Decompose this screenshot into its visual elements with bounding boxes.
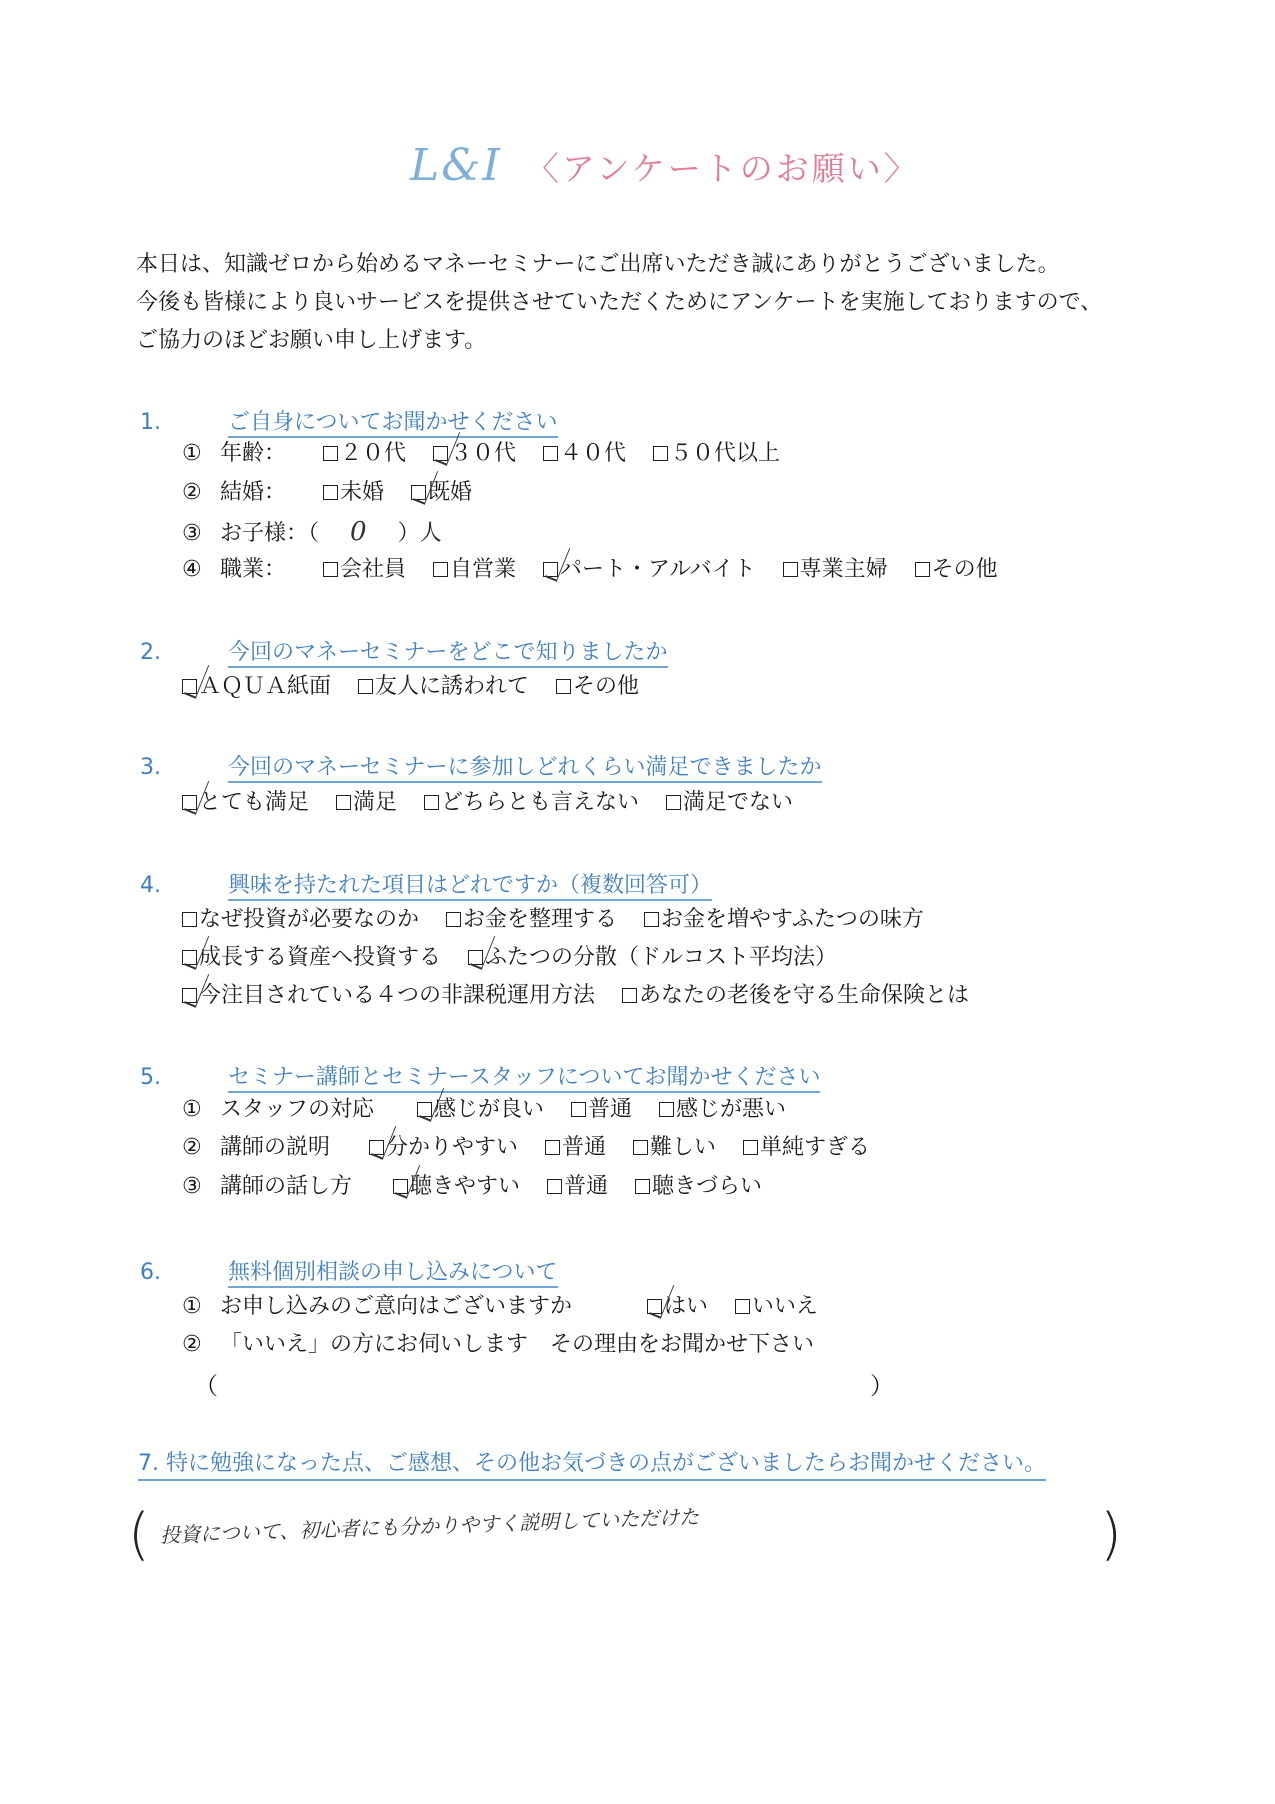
checkbox[interactable] xyxy=(644,912,659,927)
option-50s-plus[interactable]: ５０代以上 xyxy=(653,437,780,471)
checkbox[interactable] xyxy=(336,795,351,810)
item-label: 講師の説明 xyxy=(220,1135,331,1160)
option-friend[interactable]: 友人に誘われて xyxy=(358,670,529,704)
checkbox[interactable] xyxy=(556,679,571,694)
checkbox[interactable] xyxy=(735,1299,750,1314)
option-grow-money[interactable]: お金を増やすふたつの味方 xyxy=(644,903,924,937)
title-text: 〈アンケートのお願い〉 xyxy=(525,149,920,188)
checkbox-checked[interactable] xyxy=(393,1179,408,1194)
q1-children-row xyxy=(182,515,442,549)
question-number: 6. xyxy=(140,1260,161,1285)
option-not-satisfied[interactable]: 満足でない xyxy=(666,786,793,820)
question-number: 4. xyxy=(140,873,161,898)
option-other[interactable]: その他 xyxy=(915,553,998,587)
question-title: 特に勉強になった点、ご感想、その他お気づきの点がございましたらお聞かせください。 xyxy=(166,1451,1047,1476)
children-unit: ）人 xyxy=(397,521,442,546)
q5-speech-row xyxy=(182,1170,782,1204)
question-number: 7. xyxy=(138,1451,159,1476)
item-label: 年齢： xyxy=(220,441,287,466)
question-number: 1. xyxy=(140,410,161,435)
brand-logo: L&I xyxy=(410,140,502,191)
option-diversification[interactable]: ふたつの分散（ドルコスト平均法） xyxy=(468,941,837,975)
checkbox-checked[interactable] xyxy=(182,950,197,965)
option-easy-to-hear[interactable]: 聴きやすい xyxy=(393,1170,520,1204)
question-title: セミナー講師とセミナースタッフについてお聞かせください xyxy=(228,1065,820,1093)
option-normal[interactable]: 普通 xyxy=(545,1131,606,1165)
option-part-time[interactable]: パート・アルバイト xyxy=(543,553,756,587)
intro-line: ご協力のほどお願い申し上げます。 xyxy=(136,328,487,353)
item-number: ③ xyxy=(182,1174,202,1199)
checkbox-checked[interactable] xyxy=(182,679,197,694)
page-title xyxy=(410,140,920,191)
comment-close-paren: ) xyxy=(1100,1502,1122,1567)
q3-options-row xyxy=(182,786,813,820)
item-number: ② xyxy=(182,480,202,505)
q6-intent-row xyxy=(182,1290,838,1324)
item-number: ③ xyxy=(182,521,202,546)
option-easy[interactable]: 分かりやすい xyxy=(369,1131,518,1165)
option-tax-free[interactable]: 今注目されている４つの非課税運用方法 xyxy=(182,979,595,1013)
question-title: 興味を持たれた項目はどれですか（複数回答可） xyxy=(228,873,712,901)
option-very-satisfied[interactable]: とても満足 xyxy=(182,786,309,820)
option-aqua-paper[interactable]: ＡＱＵＡ紙面 xyxy=(182,670,331,704)
option-other[interactable]: その他 xyxy=(556,670,639,704)
checkbox[interactable] xyxy=(547,1179,562,1194)
item-number: ① xyxy=(182,441,202,466)
option-good[interactable]: 感じが良い xyxy=(417,1093,544,1127)
checkbox[interactable] xyxy=(358,679,373,694)
checkbox-checked[interactable] xyxy=(543,562,558,577)
q4-row-3 xyxy=(182,979,989,1013)
option-too-simple[interactable]: 単純すぎる xyxy=(743,1131,870,1165)
question-number: 5. xyxy=(140,1065,161,1090)
option-20s[interactable]: ２０代 xyxy=(323,437,406,471)
option-bad[interactable]: 感じが悪い xyxy=(659,1093,786,1127)
item-label: お申し込みのご意向はございますか xyxy=(220,1294,573,1319)
q2-options-row xyxy=(182,670,659,704)
option-life-insurance[interactable]: あなたの老後を守る生命保険とは xyxy=(622,979,969,1013)
checkbox[interactable] xyxy=(182,912,197,927)
question-number: 3. xyxy=(140,755,161,780)
checkbox-checked[interactable] xyxy=(182,795,197,810)
question-number: 2. xyxy=(140,640,161,665)
checkbox-checked[interactable] xyxy=(417,1102,432,1117)
checkbox[interactable] xyxy=(433,562,448,577)
checkbox[interactable] xyxy=(915,562,930,577)
checkbox[interactable] xyxy=(659,1102,674,1117)
intro-line: 今後も皆様により良いサービスを提供させていただくためにアンケートを実施しておりますので、 xyxy=(136,290,1103,315)
checkbox[interactable] xyxy=(743,1140,758,1155)
option-hard-to-hear[interactable]: 聴きづらい xyxy=(635,1170,762,1204)
item-number: ② xyxy=(182,1332,202,1357)
q4-row-1 xyxy=(182,903,944,937)
option-married[interactable]: 既婚 xyxy=(411,476,472,510)
checkbox-checked[interactable] xyxy=(433,446,448,461)
checkbox[interactable] xyxy=(323,446,338,461)
question-5-heading xyxy=(140,1060,820,1091)
checkbox[interactable] xyxy=(446,912,461,927)
reason-close-paren: ） xyxy=(870,1372,894,1400)
checkbox[interactable] xyxy=(571,1102,586,1117)
option-no[interactable]: いいえ xyxy=(735,1290,818,1324)
item-number: ① xyxy=(182,1097,202,1122)
option-30s[interactable]: ３０代 xyxy=(433,437,516,471)
item-number: ① xyxy=(182,1294,202,1319)
option-40s[interactable]: ４０代 xyxy=(543,437,626,471)
item-label: 講師の話し方 xyxy=(220,1174,353,1199)
option-difficult[interactable]: 難しい xyxy=(633,1131,716,1165)
question-1-heading xyxy=(140,405,558,436)
option-homemaker[interactable]: 専業主婦 xyxy=(783,553,888,587)
checkbox[interactable] xyxy=(783,562,798,577)
checkbox[interactable] xyxy=(635,1179,650,1194)
option-neutral[interactable]: どちらとも言えない xyxy=(424,786,639,820)
option-normal[interactable]: 普通 xyxy=(571,1093,632,1127)
checkbox-checked[interactable] xyxy=(182,988,197,1003)
option-normal[interactable]: 普通 xyxy=(547,1170,608,1204)
item-number: ② xyxy=(182,1135,202,1160)
option-single[interactable]: 未婚 xyxy=(323,476,384,510)
comment-answer[interactable]: 投資について、初心者にも分かりやすく説明していただけた xyxy=(159,1504,700,1548)
children-count-answer[interactable]: 0 xyxy=(350,517,367,547)
option-why-invest[interactable]: なぜ投資が必要なのか xyxy=(182,903,419,937)
q4-row-2 xyxy=(182,941,857,975)
option-employee[interactable]: 会社員 xyxy=(323,553,406,587)
item-label: スタッフの対応 xyxy=(220,1097,375,1122)
checkbox[interactable] xyxy=(633,1140,648,1155)
question-title: 今回のマネーセミナーをどこで知りましたか xyxy=(228,640,668,668)
item-label: 結婚： xyxy=(220,480,287,505)
checkbox-checked[interactable] xyxy=(411,485,426,500)
q5-explain-row xyxy=(182,1131,890,1165)
item-label: 職業： xyxy=(220,557,287,582)
checkbox-checked[interactable] xyxy=(468,950,483,965)
q6-reason-row xyxy=(182,1328,814,1362)
question-6-heading xyxy=(140,1255,558,1286)
checkbox[interactable] xyxy=(323,562,338,577)
reason-open-paren: （ xyxy=(194,1372,218,1400)
checkbox[interactable] xyxy=(622,988,637,1003)
checkbox-checked[interactable] xyxy=(369,1140,384,1155)
question-title: 今回のマネーセミナーに参加しどれくらい満足できましたか xyxy=(228,755,822,783)
question-title: ご自身についてお聞かせください xyxy=(228,410,558,438)
checkbox[interactable] xyxy=(666,795,681,810)
question-7-heading xyxy=(138,1446,1046,1477)
checkbox[interactable] xyxy=(424,795,439,810)
item-label: お子様：（ xyxy=(220,521,320,546)
item-label: 「いいえ」の方にお伺いします その理由をお聞かせ下さい xyxy=(220,1332,815,1357)
checkbox[interactable] xyxy=(323,485,338,500)
question-title: 無料個別相談の申し込みについて xyxy=(228,1260,558,1288)
comment-open-paren: ( xyxy=(128,1502,150,1567)
option-growth-assets[interactable]: 成長する資産へ投資する xyxy=(182,941,441,975)
question-3-heading xyxy=(140,750,822,781)
checkbox-checked[interactable] xyxy=(647,1299,662,1314)
intro-text xyxy=(136,246,1216,360)
question-2-heading xyxy=(140,635,668,666)
intro-line: 本日は、知識ゼロから始めるマネーセミナーにご出席いただき誠にありがとうございました。 xyxy=(136,252,1060,277)
option-organize-money[interactable]: お金を整理する xyxy=(446,903,617,937)
question-4-heading xyxy=(140,868,712,899)
q1-marriage-row xyxy=(182,476,492,510)
q5-staff-row xyxy=(182,1093,806,1127)
checkbox[interactable] xyxy=(653,446,668,461)
checkbox[interactable] xyxy=(543,446,558,461)
q1-age-row xyxy=(182,437,800,471)
checkbox[interactable] xyxy=(545,1140,560,1155)
option-yes[interactable]: はい xyxy=(647,1290,708,1324)
q1-job-row xyxy=(182,553,1018,587)
option-self-employed[interactable]: 自営業 xyxy=(433,553,516,587)
item-number: ④ xyxy=(182,557,202,582)
option-satisfied[interactable]: 満足 xyxy=(336,786,397,820)
